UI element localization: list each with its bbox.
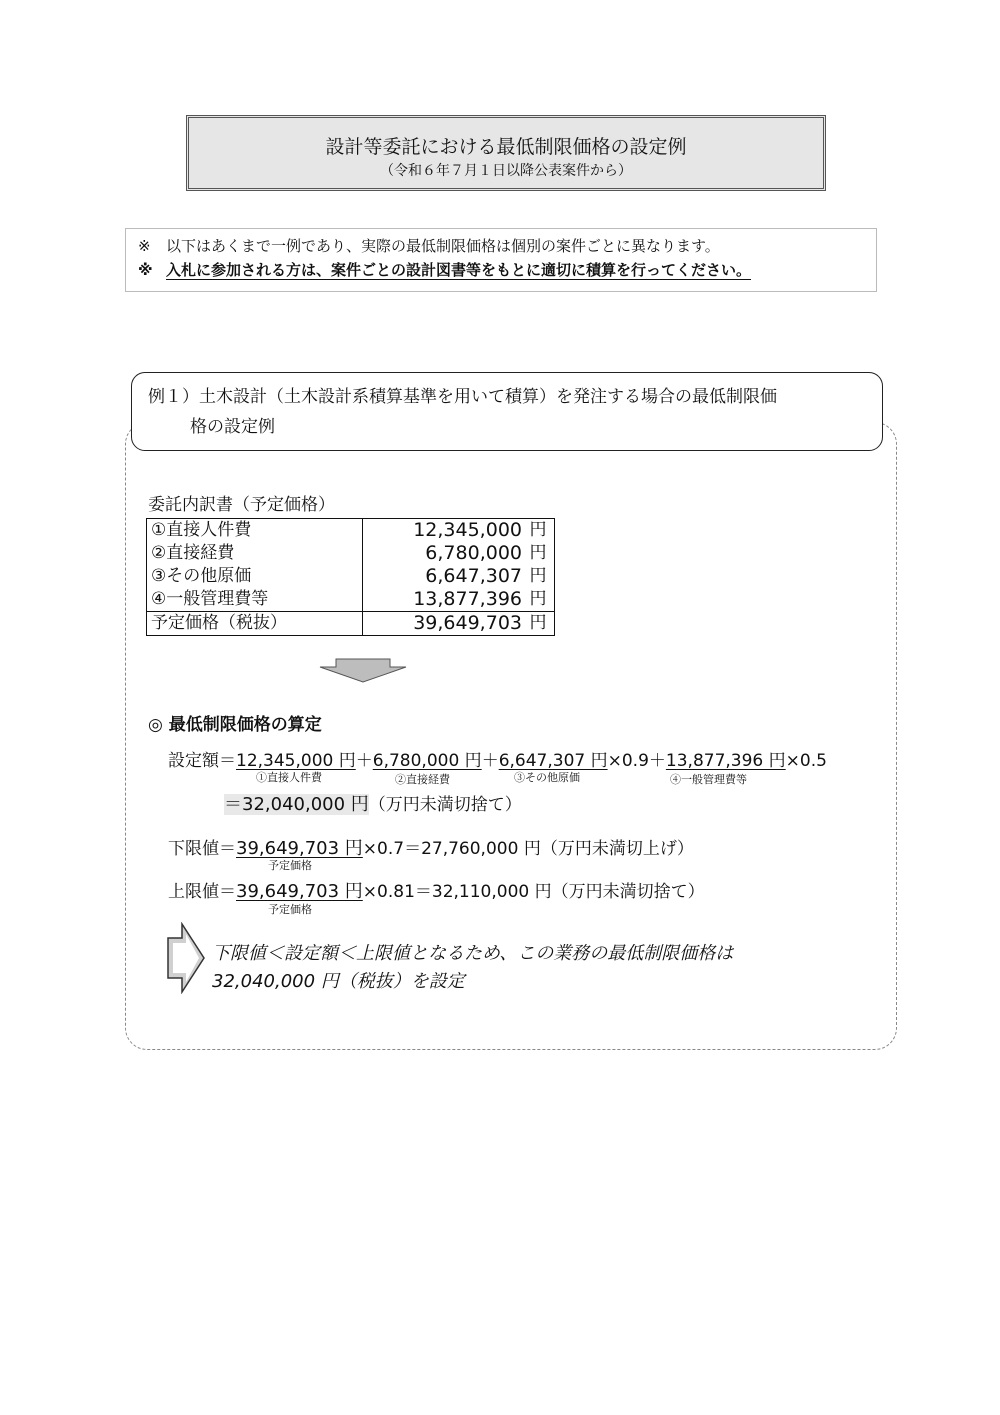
- caption-labor: ①直接人件費: [256, 771, 322, 784]
- setting-result-note: （万円未満切捨て）: [368, 795, 522, 815]
- setting-formula: [168, 746, 827, 771]
- row-value: [363, 565, 554, 588]
- yen-unit: 円: [529, 589, 547, 609]
- yen-unit: 円: [529, 520, 547, 540]
- section-title: ◎ 最低制限価格の算定: [148, 715, 322, 735]
- plus-sign: ＋: [355, 751, 373, 771]
- lower-rest: ×0.7＝27,760,000 円（万円未満切上げ）: [362, 839, 694, 859]
- conclusion-line-2: 32,040,000 円（税抜）を設定: [212, 971, 465, 992]
- title-box: [186, 115, 826, 191]
- breakdown-values: [363, 519, 555, 612]
- document-subtitle: （令和６年７月１日以降公表案件から）: [380, 163, 632, 179]
- value-number: 6,780,000: [425, 542, 522, 564]
- row-value: [363, 588, 554, 611]
- breakdown-table: [146, 518, 555, 636]
- note-mark: ※: [138, 261, 153, 279]
- document-title: 設計等委託における最低制限価格の設定例: [325, 136, 687, 158]
- down-arrow-icon: [318, 658, 408, 684]
- multiplier: ×0.5: [785, 751, 827, 771]
- example-header: [131, 372, 883, 451]
- breakdown-labels: [147, 519, 363, 612]
- yen-unit: 円: [529, 566, 547, 586]
- setting-result-value: ＝32,040,000 円: [224, 794, 369, 815]
- caption-admin-cost: ④一般管理費等: [670, 773, 747, 786]
- yen-unit: 円: [529, 613, 547, 633]
- row-value: [363, 519, 554, 542]
- lower-base: 39,649,703 円: [236, 838, 363, 859]
- caption-other-cost: ③その他原価: [514, 771, 580, 784]
- upper-base: 39,649,703 円: [236, 881, 363, 902]
- total-label: 予定価格（税抜）: [147, 612, 363, 636]
- row-label: ③その他原価: [151, 566, 252, 586]
- breakdown-total-row: [147, 612, 555, 636]
- value-number: 6,647,307: [425, 565, 522, 587]
- setting-result: [224, 790, 522, 816]
- yen-unit: 円: [529, 543, 547, 563]
- row-label: ②直接経費: [151, 543, 235, 563]
- notice-box: [125, 228, 877, 292]
- note-mark: ※: [138, 237, 151, 255]
- row-value: [363, 542, 554, 565]
- term-other-cost: 6,647,307 円: [498, 751, 608, 771]
- notice-line-1: [138, 235, 720, 256]
- notice-text-2: 入札に参加される方は、案件ごとの設計図書等をもとに適切に積算を行ってください。: [166, 261, 752, 279]
- example-header-line-1: 例１）土木設計（土木設計系積算基準を用いて積算）を発注する場合の最低制限価: [148, 387, 777, 407]
- term-admin-cost: 13,877,396 円: [665, 751, 786, 771]
- notice-text-1: 以下はあくまで一例であり、実際の最低制限価格は個別の案件ごとに異なります。: [166, 237, 720, 255]
- upper-label: 上限値＝: [168, 882, 236, 902]
- total-value-cell: [363, 612, 555, 636]
- value-number: 12,345,000: [413, 519, 522, 541]
- right-arrow-icon: [166, 922, 206, 994]
- setting-label: 設定額＝: [168, 751, 236, 771]
- caption-direct-expense: ②直接経費: [395, 773, 450, 786]
- breakdown-title: 委託内訳書（予定価格）: [148, 495, 335, 515]
- lower-caption: 予定価格: [268, 859, 312, 872]
- conclusion: [212, 940, 733, 996]
- term-direct-expense: 6,780,000 円: [372, 751, 482, 771]
- multiplier: ×0.9＋: [607, 751, 666, 771]
- upper-caption: 予定価格: [268, 903, 312, 916]
- upper-rest: ×0.81＝32,110,000 円（万円未満切捨て）: [362, 882, 705, 902]
- conclusion-line-1: 下限値＜設定額＜上限値となるため、この業務の最低制限価格は: [212, 943, 734, 964]
- upper-limit-formula: [168, 877, 705, 903]
- example-header-line-2: 格の設定例: [190, 417, 275, 437]
- notice-line-2: [138, 259, 751, 280]
- lower-limit-formula: [168, 834, 694, 860]
- total-value: [363, 612, 554, 635]
- value-number: 39,649,703: [413, 612, 522, 634]
- plus-sign: ＋: [481, 751, 499, 771]
- term-labor: 12,345,000 円: [236, 751, 356, 771]
- row-label: ①直接人件費: [151, 520, 252, 540]
- row-label: ④一般管理費等: [151, 589, 269, 609]
- value-number: 13,877,396: [413, 588, 522, 610]
- breakdown-items: [147, 519, 555, 612]
- lower-label: 下限値＝: [168, 839, 236, 859]
